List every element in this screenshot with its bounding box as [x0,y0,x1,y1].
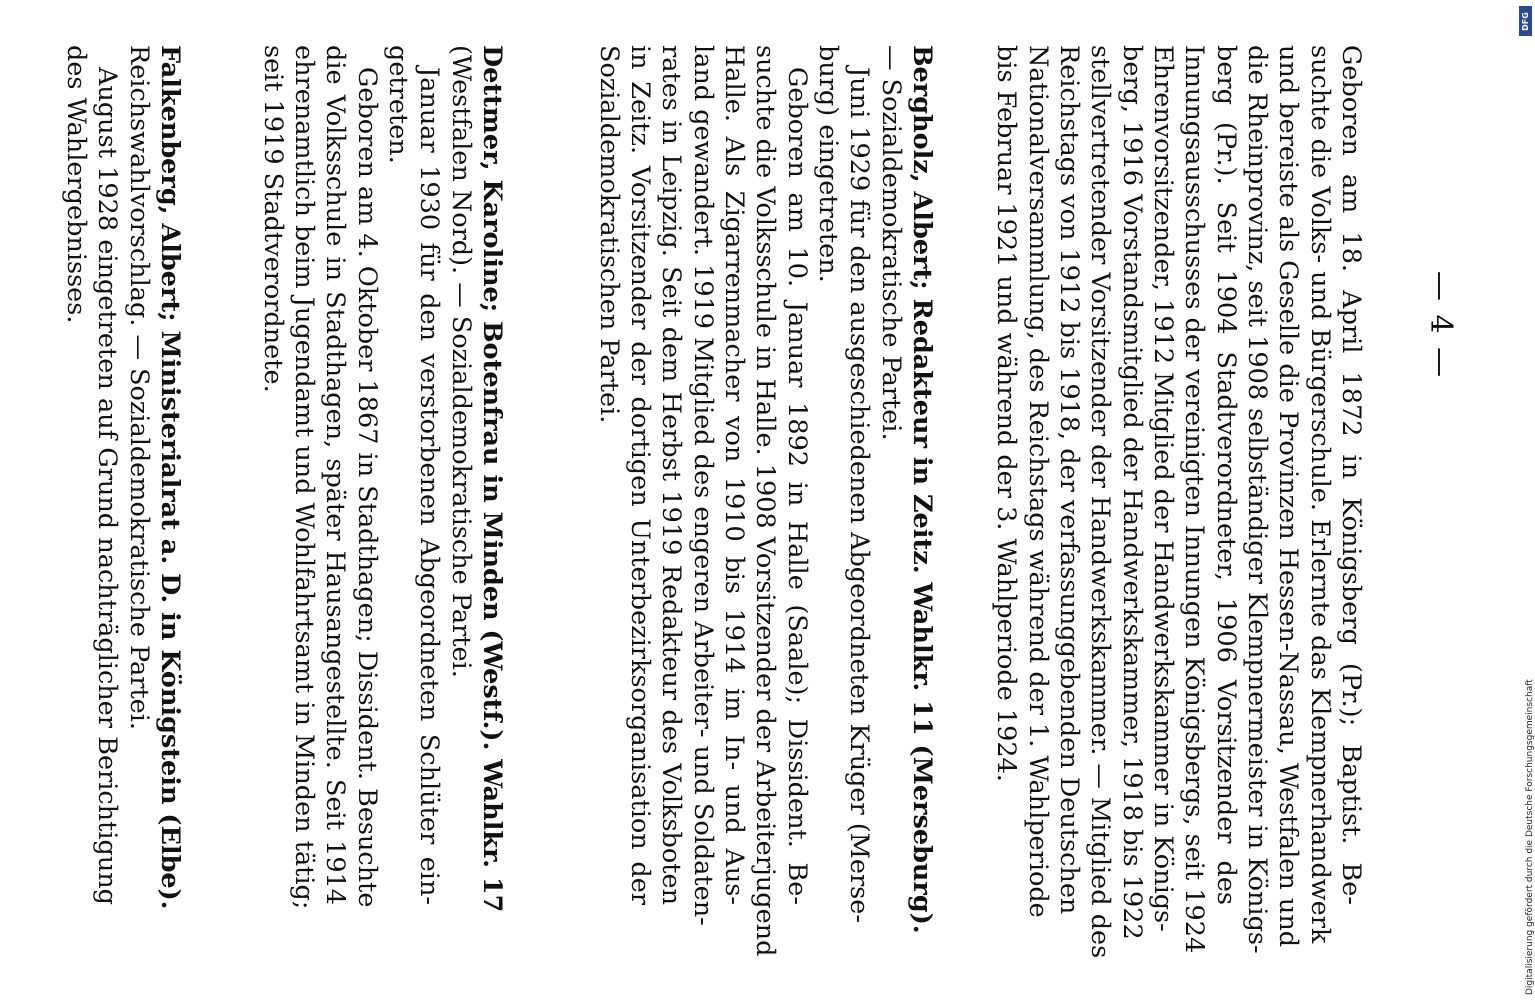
dfg-logo-text: DFG [1521,11,1531,31]
text-line: — Sozialdemokratische Partei. [875,45,906,441]
text-line: suchte die Volksschule in Halle. 1908 Vorsitzender der Arbeiterjugend [750,45,781,957]
document-page [50,45,1470,959]
entry-block [990,45,1366,959]
text-line: Reichswahlvorschlag. — Sozialdemokratische Partei. [123,45,154,731]
text-line: Reichstags von 1912 bis 1918, der verfassunggebenden Deutschen [1053,45,1084,915]
text-line: Ehrenvorsitzender, 1912 Mitglied der Handwerkskammer in Königs- [1147,45,1178,932]
text-line: Sozialdemokratischen Partei. [593,45,624,424]
text-line: burg) eingetreten. [812,45,843,283]
text-line: seit 1919 Stadtverordnete. [257,45,288,393]
text-line: des Wahlergebnisses. [60,45,91,324]
text-line: land gewandert. 1919 Mitglied des engeren Arbeiter- und Soldaten- [687,45,718,926]
text-line: Geboren am 18. April 1872 in Königsberg (Pr.); Baptist. Be- [1336,45,1366,905]
text-line: Innungsausschusses der vereinigten Innungen Königsbergs, seit 1924 [1179,45,1210,954]
text-line: in Zeitz. Vorsitzender der dortigen Unterbezirksorganisation der [624,45,655,905]
text-line: August 1928 eingetreten auf Grund nachträglicher Berichtigung [92,67,123,905]
text-line: rates in Leipzig. Seit dem Herbst 1919 Redakteur des Volksboten [656,45,687,905]
text-line: die Rheinprovinz, seit 1908 selbständiger Klempnermeister in Königs- [1241,45,1272,954]
text-line: und bereiste als Geselle die Provinzen Hessen-Nassau, Westfalen und [1273,45,1304,948]
text-line: berg, 1916 Vorstandsmitglied der Handwerkskammer, 1918 bis 1922 [1116,45,1147,940]
text-line: ehrenamtlich beim Jugendamt und Wohlfahrtsamt in Minden tätig; [288,45,319,910]
entry-heading: Falkenberg, Albert; Ministerialrat a. D. in Königstein (Elbe). [155,45,185,910]
digitization-credit [1505,0,1533,1000]
text-line: Juni 1929 für den ausgeschiedenen Abgeordneten Krüger (Merse- [844,67,875,923]
text-line: getreten. [382,45,413,164]
text-line: (Westfalen Nord). — Sozialdemokratische Partei. [445,45,476,678]
page-number: — 4 — [1423,270,1458,380]
text-line: Geboren am 10. Januar 1892 in Halle (Saale); Dissident. Be- [781,67,812,905]
entry-heading: Bergholz, Albert; Redakteur in Zeitz. Wahlkr. 11 (Merseburg). [907,45,937,934]
text-line: Januar 1930 für den verstorbenen Abgeordneten Schlüter ein- [414,67,445,905]
entry-heading: Dettmer, Karoline; Botenfrau in Minden (Westf.). Wahlkr. 17 [477,45,507,913]
text-line: Geboren am 4. Oktober 1867 in Stadthagen; Dissident. Besuchte [351,67,382,908]
credit-text: Digitalisierung gefördert durch die Deutsche Forschungsgemeinschaft [1525,679,1535,995]
text-line: Halle. Als Zigarrenmacher von 1910 bis 1914 im In- und Aus- [718,45,749,905]
entry-block [256,45,507,913]
text-line: stellvertretender Vorsitzender der Handwerkskammer. — Mitglied des [1085,45,1116,959]
entry-block [60,45,185,910]
text-line: Nationalversammlung, des Reichstags während der 1. Wahlperiode [1022,45,1053,918]
text-line: berg (Pr.). Seit 1904 Stadtverordneter, 1906 Vorsitzender des [1210,45,1241,905]
text-line: bis Februar 1921 und während der 3. Wahlperiode 1924. [991,45,1022,782]
text-line: suchte die Volks- und Bürgerschule. Erlernte das Klempnerhandwerk [1304,45,1335,944]
text-line: die Volksschule in Stadthagen, später Hausangestellte. Seit 1914 [320,45,351,905]
entry-block [592,45,937,957]
